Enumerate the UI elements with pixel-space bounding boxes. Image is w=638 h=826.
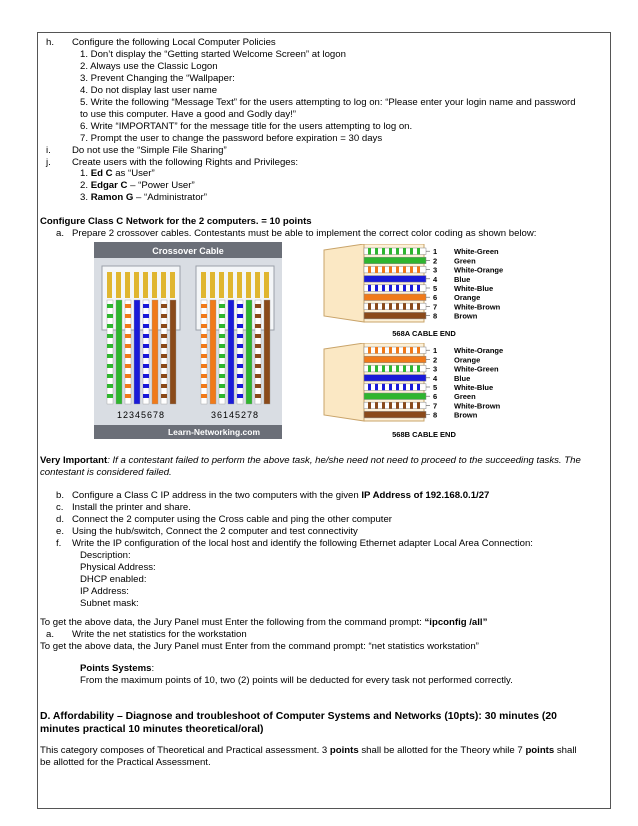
wire-number: 3	[433, 364, 438, 374]
wire-label: White-Brown	[454, 302, 501, 312]
crossover-title: Crossover Cable	[152, 246, 224, 256]
wire-label: Orange	[454, 293, 481, 303]
task-text: Write the net statistics for the workstation	[72, 629, 247, 640]
wire-label: Orange	[454, 355, 481, 365]
item-marker: j.	[46, 157, 51, 168]
task-text: Install the printer and share.	[72, 502, 191, 513]
policy-item: 4. Do not display last user name	[80, 85, 218, 96]
section-d-paragraph: This category composes of Theoretical and Practical assessment. 3 points shall be allotted for the Theory while 7 points shall	[40, 745, 577, 756]
field-label: IP Address:	[80, 586, 129, 597]
policy-heading: Create users with the following Rights and Privileges:	[72, 157, 299, 168]
section-d-paragraph-cont: be allotted for the Practical Assessment.	[40, 757, 211, 768]
policy-item: 2. Always use the Classic Logon	[80, 61, 218, 72]
field-label: DHCP enabled:	[80, 574, 147, 585]
wire-number: 5	[433, 284, 438, 293]
item-marker: a.	[46, 629, 55, 640]
cable-568a-diagram	[320, 244, 520, 340]
cable-caption: 568A CABLE END	[392, 329, 456, 338]
user-entry: 2. Edgar C – “Power User”	[80, 180, 195, 191]
policy-item: to use this computer. Have a good and Godly day!”	[80, 109, 296, 120]
important-note-cont: contestant is considered failed.	[40, 467, 172, 478]
wire-number: 5	[433, 383, 438, 392]
section-d-heading-cont: minutes practical 10 minutes theoretical/oral)	[40, 724, 264, 735]
task-text: Connect the 2 computer using the Cross cable and ping the other computer	[72, 514, 392, 525]
cable-568b-figure	[320, 343, 520, 441]
task-text: Using the hub/switch, Connect the 2 computer and test connectivity	[72, 526, 358, 537]
cable-568a-figure	[320, 244, 520, 340]
wire-number: 4	[433, 373, 438, 383]
item-marker: d.	[56, 514, 65, 525]
task-text: Configure a Class C IP address in the two computers with the given IP Address of 192.168.0.1/27	[72, 490, 490, 501]
wire-label: Brown	[454, 311, 478, 321]
wire-number: 6	[433, 392, 438, 402]
policy-item: 5. Write the following “Message Text” for the users attempting to log on: “Please enter your login name and password	[80, 97, 576, 108]
wire-label: Brown	[454, 410, 478, 420]
item-marker: b.	[56, 490, 65, 501]
cable-caption: 568B CABLE END	[392, 430, 456, 439]
wire-number: 7	[433, 302, 438, 312]
task-text: Write the IP configuration of the local host and identify the following Ethernet adapter Local Area Connection:	[72, 538, 533, 549]
wire-number: 2	[433, 355, 438, 365]
section-heading: Configure Class C Network for the 2 computers. = 10 points	[40, 216, 312, 227]
wire-number: 1	[433, 346, 438, 356]
item-marker: f.	[56, 538, 62, 549]
field-label: Physical Address:	[80, 562, 156, 573]
points-text: From the maximum points of 10, two (2) points will be deducted for every task not performed correctly.	[80, 675, 513, 686]
wire-number: 1	[433, 247, 438, 257]
wire-label: White-Orange	[454, 265, 504, 275]
important-note: Very Important: If a contestant failed to perform the above task, he/she need not need to proceed to the succeeding tasks. The	[40, 455, 581, 466]
crossover-illustration	[94, 242, 282, 439]
policy-item: 7. Prompt the user to change the password before expiration = 30 days	[80, 133, 383, 144]
user-entry: 3. Ramon G – “Administrator”	[80, 192, 207, 203]
watermark: Learn-Networking.com	[167, 427, 261, 437]
task-text: Prepare 2 crossover cables. Contestants must be able to implement the correct color coding as shown below:	[72, 228, 537, 239]
points-heading: Points Systems:	[80, 663, 155, 674]
wire-number: 3	[433, 265, 438, 275]
wire-label: White-Blue	[454, 383, 494, 392]
policy-heading: Configure the following Local Computer Policies	[72, 37, 276, 48]
wire-label: Green	[454, 392, 476, 402]
wire-number: 8	[433, 311, 438, 321]
policy-heading: Do not use the “Simple File Sharing”	[72, 145, 227, 156]
item-marker: h.	[46, 37, 55, 48]
wire-number: 6	[433, 293, 438, 303]
policy-item: 3. Prevent Changing the “Wallpaper:	[80, 73, 235, 84]
crossover-cable-figure	[94, 242, 282, 439]
wire-label: White-Brown	[454, 401, 501, 411]
policy-item: 1. Don’t display the “Getting started Welcome Screen” at logon	[80, 49, 346, 60]
user-entry: 1. Ed C as “User”	[80, 168, 155, 179]
item-marker: c.	[56, 502, 64, 513]
wire-label: Blue	[454, 373, 471, 383]
wire-number: 2	[433, 256, 438, 266]
cable-568b-diagram	[320, 343, 520, 441]
wire-number: 4	[433, 274, 438, 284]
wire-label: White-Orange	[454, 346, 504, 356]
item-marker: i.	[46, 145, 51, 156]
item-marker: a.	[56, 228, 65, 239]
wire-label: White-Green	[454, 247, 499, 257]
wire-number: 8	[433, 410, 438, 420]
wire-label: Blue	[454, 274, 471, 284]
wire-label: White-Blue	[454, 284, 494, 293]
wire-number: 7	[433, 401, 438, 411]
field-label: Subnet mask:	[80, 598, 139, 609]
ipconfig-note: To get the above data, the Jury Panel must Enter the following from the command prompt: “ipconfig /all”	[40, 617, 488, 628]
pin-order-left: 12345678	[116, 410, 166, 420]
wire-label: Green	[454, 256, 476, 266]
policy-item: 6. Write “IMPORTANT” for the message title for the users attempting to log on.	[80, 121, 413, 132]
netstat-note: To get the above data, the Jury Panel must Enter from the command prompt: “net statistics workstation”	[40, 641, 479, 652]
section-d-heading: D. Affordability – Diagnose and troubleshoot of Computer Systems and Networks (10pts): 30 minutes (20	[40, 711, 557, 722]
field-label: Description:	[80, 550, 131, 561]
item-marker: e.	[56, 526, 65, 537]
wire-label: White-Green	[454, 364, 499, 374]
pin-order-right: 36145278	[210, 410, 260, 420]
